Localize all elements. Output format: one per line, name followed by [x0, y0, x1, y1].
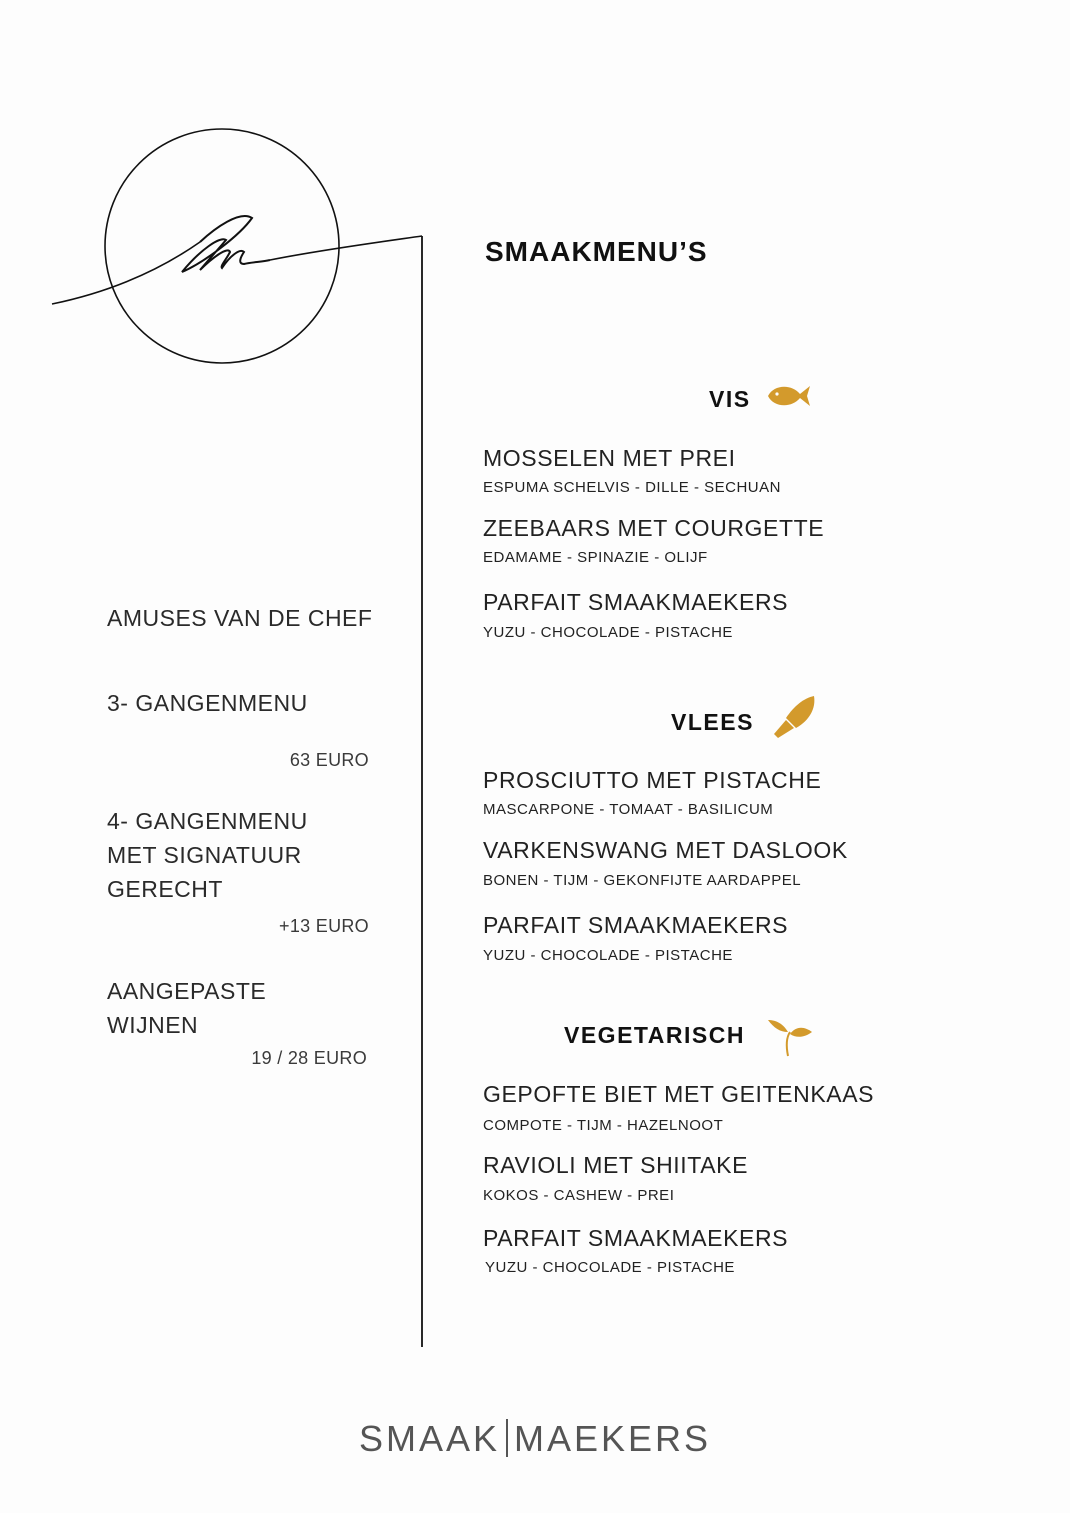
- menu4-label-line2: MET SIGNATUUR: [107, 842, 302, 868]
- dish-ingredients: EDAMAME - SPINAZIE - OLIJF: [483, 549, 708, 566]
- dish-ingredients: YUZU - CHOCOLADE - PISTACHE: [483, 947, 733, 964]
- fish-icon: [766, 382, 812, 410]
- brand-right: MAEKERS: [514, 1418, 712, 1459]
- dish-name: RAVIOLI MET SHIITAKE: [483, 1152, 749, 1178]
- cleaver-icon: [770, 694, 818, 740]
- signature-stroke-right: [270, 236, 422, 260]
- dish-name: PARFAIT SMAAKMAEKERS: [483, 589, 789, 615]
- dish-name: PROSCIUTTO MET PISTACHE: [483, 767, 822, 793]
- menu4-label-line1: 4- GANGENMENU: [107, 808, 308, 834]
- menu3-price: 63 EURO: [289, 750, 369, 770]
- dish-ingredients: COMPOTE - TIJM - HAZELNOOT: [483, 1117, 724, 1134]
- dish-name: ZEEBAARS MET COURGETTE: [483, 515, 825, 541]
- dish-name: GEPOFTE BIET MET GEITENKAAS: [483, 1081, 875, 1107]
- dish-ingredients: BONEN - TIJM - GEKONFIJTE AARDAPPEL: [483, 872, 802, 889]
- dish-name: MOSSELEN MET PREI: [483, 445, 736, 471]
- menu4-label-line3: GERECHT: [107, 876, 223, 902]
- dish-name: PARFAIT SMAAKMAEKERS: [483, 1225, 789, 1251]
- dish-name: VARKENSWANG MET DASLOOK: [483, 837, 848, 863]
- section-heading-vis: VIS: [709, 386, 751, 412]
- signature-monogram: [182, 216, 270, 272]
- wine-price: 19 / 28 EURO: [251, 1048, 367, 1068]
- brand-left: SMAAK: [358, 1418, 500, 1459]
- dish-ingredients: MASCARPONE - TOMAAT - BASILICUM: [483, 801, 774, 818]
- dish-ingredients: YUZU - CHOCOLADE - PISTACHE: [485, 1259, 735, 1276]
- wine-label-line1: AANGEPASTE: [107, 978, 267, 1004]
- brand-separator: [506, 1419, 508, 1457]
- section-heading-vegetarisch: VEGETARISCH: [564, 1022, 745, 1048]
- dish-ingredients: ESPUMA SCHELVIS - DILLE - SECHUAN: [483, 479, 781, 496]
- brand-wordmark: [0, 1418, 1070, 1460]
- page-title: SMAAKMENU’S: [485, 236, 708, 267]
- menu4-price: +13 EURO: [279, 916, 369, 936]
- section-heading-vlees: VLEES: [671, 709, 754, 735]
- wine-label-line2: WIJNEN: [107, 1012, 199, 1038]
- menu3-label: 3- GANGENMENU: [107, 690, 308, 716]
- dish-ingredients: YUZU - CHOCOLADE - PISTACHE: [483, 624, 733, 641]
- dish-name: PARFAIT SMAAKMAEKERS: [483, 912, 789, 938]
- sprout-icon: [766, 1016, 814, 1058]
- signature-stroke-left: [52, 242, 200, 304]
- amuses-label: AMUSES VAN DE CHEF: [107, 605, 373, 631]
- dish-ingredients: KOKOS - CASHEW - PREI: [483, 1187, 675, 1204]
